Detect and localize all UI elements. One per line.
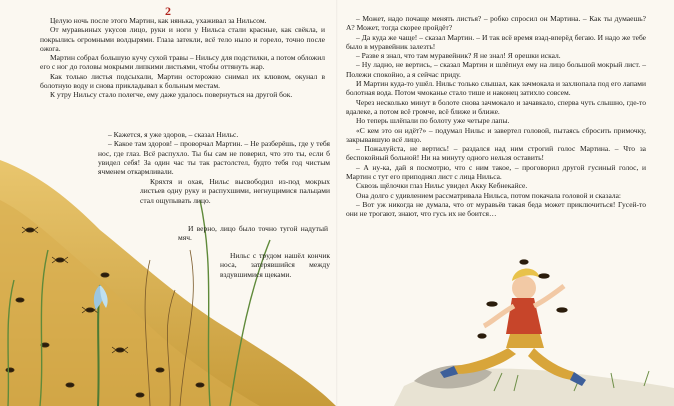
paragraph: Мартин собрал большую кучу сухой травы – Нильсу для подстилки, а потом обложил его с ног до головы мокрыми липкими листьями, чтобы оттянуть жар. (40, 53, 325, 72)
paragraph: Нильс с трудом нашёл кончик носа, затерявшийся между вздувшимися щеками. (220, 251, 330, 279)
paragraph: «С кем это он идёт?» – подумал Нильс и завертел головой, пытаясь сбросить примочку, закрывавшую всё лицо. (346, 125, 646, 144)
paragraph: И Мартин куда-то ушёл. Нильс только слышал, как зачмокала и захлюпала под его лапами болотная вода. Потом чмоканье стало тише и наконец затихло совсем. (346, 79, 646, 98)
paragraph: Она долго с удивлением рассматривала Нильса, потом покачала головой и сказала: (356, 190, 621, 200)
paragraph: К утру Нильсу стало полегче, ему даже удалось повернуться на другой бок. (50, 90, 293, 100)
left-page-text (40, 16, 325, 100)
running-boy-illustration (374, 256, 674, 406)
paragraph: От муравьиных укусов лицо, руки и ноги у Нильса стали красные, как свёкла, и покрылись огромными волдырями. Глаза затекли, всё тело ныло и горело, точно после ожога. (40, 25, 325, 53)
paragraph: Через несколько минут в болоте снова зачмокало и зачавкало, сперва чуть слышно, где-то вдалеке, а потом всё громче, всё ближе и ближе. (346, 97, 646, 116)
chapter-number: 2 (165, 4, 171, 18)
paragraph: Кряхтя и охая, Нильс высвободил из-под мокрых листьев одну руку и распухшими, негнущимися пальцами стал ощупывать лицо. (140, 177, 330, 205)
paragraph: Целую ночь после этого Мартин, как нянька, ухаживал за Нильсом. (50, 16, 267, 25)
paragraph: – Разве я знал, что там муравейник? Я не знал! Я орешки искал. (356, 51, 561, 61)
paragraph: – Кажется, я уже здоров, – сказал Нильс. (108, 130, 239, 139)
boy-figure (440, 269, 586, 386)
paragraph: Но теперь шлёпали по болоту уже четыре лапы. (356, 116, 510, 126)
paragraph: – Вот уж никогда не думала, что от муравьёв такая беда может приключиться! Гусей-то они не трогают, знают, что гусь их не боится… (346, 199, 646, 219)
left-page-narrative-block (178, 224, 328, 243)
left-page-narrative-block (220, 251, 330, 279)
paragraph: – Может, надо почаще менять листья? – робко спросил он Мартина. – Как ты думаешь? А? Может, тогда скорее пройдёт? (346, 14, 646, 33)
left-page-dialogue-block (98, 130, 330, 176)
paragraph: – Да куда же чаще! – сказал Мартин. – И так всё время взад-вперёд бегаю. И надо же тебе было в муравейник залезть! (346, 32, 646, 51)
paragraph: Как только листья подсыхали, Мартин осторожно снимал их клювом, окунал в болотную воду и снова прикладывал к больным местам. (40, 71, 325, 91)
paragraph: – Пожалуйста, не вертись! – раздался над ним строгий голос Мартина. – Что за беспокойный больной! Ни на минуту одного нельзя оставить! (346, 144, 646, 163)
paragraph: Сквозь щёлочки глаз Нильс увидел Акку Кебнекайсе. (356, 181, 528, 191)
paragraph: – Ну ладно, не вертись, – сказал Мартин и шлёпнул ему на лицо большой мокрый лист. – Полежи спокойно, а я сейчас приду. (346, 60, 646, 79)
paragraph: – Какое там здоров! – проворчал Мартин. – Не разберёшь, где у тебя нос, где глаз. Всё распухло. Ты бы сам не поверил, что это ты, если б увидел себя! За один час ты так растолстел, будто тебя год чистым ячменем откармливали. (98, 139, 330, 177)
book-gutter (336, 0, 338, 406)
paragraph: И верно, лицо было точно тугой надутый мяч. (178, 224, 328, 243)
paragraph: – А ну-ка, дай я посмотрю, что с ним такое, – проговорил другой гусиный голос, и Мартин с тут его приподнял лист с лица Нильса. (346, 162, 646, 182)
left-page-narrative-block (140, 177, 330, 205)
right-page-text (346, 14, 646, 219)
